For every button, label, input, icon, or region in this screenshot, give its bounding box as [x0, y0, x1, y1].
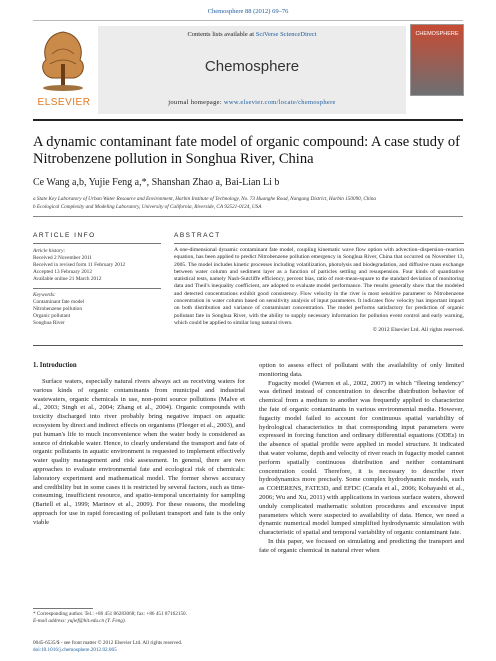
article-info-rule: [33, 243, 161, 244]
corresponding-author: * Corresponding author. Tel.: +86 451 86283068; fax: +86 451 87162150.: [33, 611, 187, 617]
history-item: Available online 21 March 2012: [33, 276, 102, 282]
body-paragraph: option to assess effect of pollutant with the availability of only limited monitoring data.: [259, 362, 464, 378]
article-info-heading: ARTICLE INFO: [33, 232, 96, 239]
header-divider: [33, 119, 463, 121]
contents-prefix: Contents lists available at: [187, 31, 256, 38]
keyword-item: Nitrobenzene pollution: [33, 306, 82, 312]
author-email[interactable]: E-mail address: yujief@hit.edu.cn (Y. Feng).: [33, 618, 126, 624]
article-title: A dynamic contaminant fate model of organic compound: A case study of Nitrobenzene pollution in Songhua River, China: [33, 134, 460, 167]
keyword-item: Organic pollutant: [33, 313, 71, 319]
journal-reference[interactable]: Chemosphere 88 (2012) 69–76: [207, 8, 289, 15]
keyword-item: Contaminant fate model: [33, 299, 85, 305]
history-item: Accepted 13 February 2012: [33, 269, 92, 275]
abstract-rule: [174, 243, 464, 244]
history-item: Received 2 November 2011: [33, 255, 93, 261]
issn-line: 0045-6535/$ - see front matter © 2012 Elsevier Ltd. All rights reserved.: [33, 640, 183, 646]
page-footer: [33, 640, 283, 654]
journal-homepage: [98, 99, 406, 106]
abstract-body: A one-dimensional dynamic contaminant fate model, coupling kinematic wave flow option with advection–dispersion–reaction equation, has been applied to predict Nitrobenzene pollution emergency in Songhua River, China that occurred on November 13, 2005. The model includes kinetic processes including volatilization, photolysis and biodegradation, and diffusive mass exchange between water column and sediment layer as a function of particles settling and resuspension. Four kinds of quantitative statistical tests, namely Nash-Sutcliffe efficiency, percent bias, ratio of root-mean-square to the standard deviation of monitoring data and Theil's inequality coefficient, are adopted to evaluate model performance. The results generally show that the modeled and detected concentrations exhibit good consistency. Flow velocity in the river is most sensitive parameter to Nitrobenzene concentration in water column based on sensitivity analysis of input parameters. It indicates flow velocity has important impact on both distribution and variance of contaminant concentration. The model performs satisfactory for prediction of organic pollutant fate in Songhua River, with the ability to supply necessary information for pollution event control and early warning, which could be applied to similar long natural rivers.: [174, 247, 464, 326]
history-label: Article history:: [33, 248, 66, 254]
homepage-link[interactable]: www.elsevier.com/locate/chemosphere: [223, 99, 336, 106]
affiliation-a: a State Key Laboratory of Urban Water Resource and Environment, Harbin Institute of Technology, No. 73 Huanghe Road, Nangang District, Harbin 150090, China: [33, 196, 377, 202]
elsevier-tree-logo: [34, 24, 92, 94]
copyright: © 2012 Elsevier Ltd. All rights reserved.: [372, 327, 464, 334]
footnote: [33, 611, 243, 625]
contents-line: [98, 31, 406, 38]
keywords-rule: [33, 288, 161, 289]
abstract-heading: ABSTRACT: [174, 232, 221, 239]
affiliation-b: b Ecological Complexity and Modeling Laboratory, University of California, Riverside, CA 92521-0124, USA: [33, 204, 262, 210]
body-paragraph: In this paper, we focused on simulating and predicting the transport and fate of organic chemical in natural river when: [259, 537, 464, 554]
left-column: [33, 378, 245, 528]
right-column: [259, 362, 464, 556]
footnote-rule: [33, 608, 93, 609]
keywords: [33, 292, 163, 327]
article-history: [33, 248, 163, 283]
history-item: Received in revised form 11 February 2012: [33, 262, 126, 268]
affiliation-divider: [33, 216, 463, 217]
cover-title: CHEMOSPHERE: [415, 31, 459, 37]
body-paragraph: Fugacity model (Warren et al., 2002, 2007) in which "fleeing tendency" was defined instead of concentration to describe distribution behavior of chemical from a medium to another was frequently applied to characterize the fate of organic contaminants in various environmental media. However, fugacity model failed to account for continuous spatial variability of hydrological characteristics in that corresponding input parameters were expressed in forcing function and ordinary differential equations (ODEs) in the absence of spatial profile were applied in model structure. It indicated that water volume, depth and velocity of river reach in fugacity model cannot perform spatially continuous distribution and neither contaminant concentration could. Therefore, it is necessary to describe river hydrodynamics more precisely. Some complex hydrodynamic models, such as COHERENS, FATE3D, and EFDC (Carafa et al., 2006; Kobayashi et al., 2006; Wu and Xu, 2011) with applications in various surface waters, showed unduly complicated mathematic solution procedures and excessive input parameters which were suspected to availability of data. Hence, we need a dynamic numerical model lumped simplified hydrodynamic simulation with characteristic of spatial and temporal variability of organic contaminant fate.: [259, 379, 464, 537]
journal-title: Chemosphere: [204, 58, 300, 75]
journal-cover-image: [410, 24, 464, 96]
doi-link[interactable]: doi:10.1016/j.chemosphere.2012.02.065: [33, 647, 117, 653]
section-heading-introduction: 1. Introduction: [33, 362, 77, 369]
publisher-name: ELSEVIER: [37, 97, 91, 108]
abstract-bottom-rule: [33, 345, 463, 346]
keyword-item: Songhua River: [33, 320, 65, 326]
sciencedirect-link[interactable]: SciVerse ScienceDirect: [255, 31, 317, 38]
homepage-prefix: journal homepage:: [168, 99, 224, 106]
keywords-label: Keywords:: [33, 292, 56, 298]
abstract-text: [174, 247, 464, 335]
body-paragraph: Surface waters, especially natural rivers always act as receiving waters for various kinds of organic contaminants from municipal and industrial wastewaters, organic chemicals in use, non-point source pollutions (Malve et al., 2003; Singh et al., 2004; Zhang et al., 2004). Organic compounds with toxicity discharged into river probably bring negative impact on aquatic ecosystem by direct and indirect effects on organisms (Fleeger et al., 2003), and put human's life to much inconvenience when the water body is considered as source of drinkable water. Hence, to clearly understand the transport and fate of organic pollutants in aquatic environment is requested to implement effectively water quality management and risk assessment. In general, there are two approaches to evaluate environmental fate and ecological risk of chemicals: laboratory experiment and mathematical model. The former shows accuracy and credibility but in some cases it is restricted by several factors, such as time-consuming, insufficient resource, and spatio-temporal uncertainty for sampling (Bartell et al., 1999; Marinov et al., 2009). For these reasons, the modeling approach for use in rapid forecasting of pollutant transport and fate is the only viable: [33, 378, 245, 526]
author-list: Ce Wang a,b, Yujie Feng a,*, Shanshan Zhao a, Bai-Lian Li b: [33, 177, 280, 188]
